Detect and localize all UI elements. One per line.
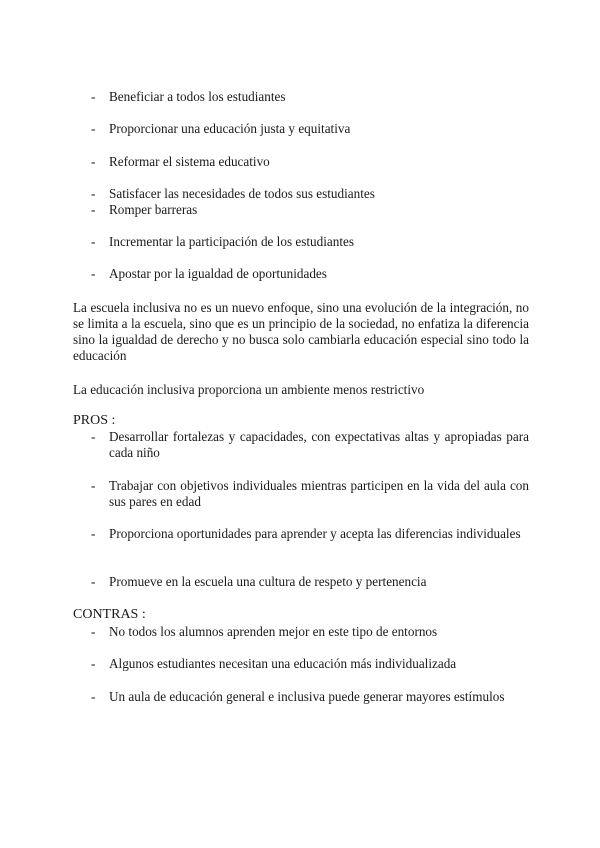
list-item — [91, 121, 529, 137]
body-paragraph: La educación inclusiva proporciona un ambiente menos restrictivo — [73, 382, 425, 397]
list-bullet: - — [91, 478, 96, 493]
list-bullet: - — [91, 656, 96, 671]
list-bullet: - — [91, 624, 96, 639]
body-paragraph: La escuela inclusiva no es un nuevo enfoque, sino una evolución de la integración, no se limita a la escuela, sino que es un principio de la sociedad, no enfatiza la diferencia sino la igualdad de derecho y no busca solo cambiarla educación especial sino todo la educación — [73, 300, 529, 363]
list-item-text: Romper barreras — [109, 202, 198, 217]
list-bullet: - — [91, 234, 96, 249]
list-bullet: - — [91, 202, 96, 217]
list-item — [91, 154, 529, 170]
contras-list-item — [91, 656, 529, 672]
contras-heading: CONTRAS : — [73, 607, 146, 622]
list-bullet: - — [91, 429, 96, 444]
list-item-text: Reformar el sistema educativo — [109, 154, 270, 169]
contras-list-item — [91, 624, 529, 640]
list-item-text: No todos los alumnos aprenden mejor en este tipo de entornos — [109, 624, 438, 639]
list-bullet: - — [91, 689, 96, 704]
list-item-text: Beneficiar a todos los estudiantes — [109, 89, 286, 104]
list-bullet: - — [91, 186, 96, 201]
list-bullet: - — [91, 574, 96, 589]
list-bullet: - — [91, 121, 96, 136]
list-item — [91, 186, 529, 202]
list-item-text: Satisfacer las necesidades de todos sus estudiantes — [109, 186, 375, 201]
list-item-text: Incrementar la participación de los estudiantes — [109, 234, 354, 249]
pros-list-item — [91, 429, 529, 461]
list-item-text: Trabajar con objetivos individuales mientras participen en la vida del aula con sus pares en edad — [109, 478, 529, 509]
list-item — [91, 202, 529, 218]
list-item — [91, 266, 529, 282]
list-item — [91, 89, 529, 105]
list-bullet: - — [91, 154, 96, 169]
list-item-text: Algunos estudiantes necesitan una educación más individualizada — [109, 656, 457, 671]
list-bullet: - — [91, 266, 96, 281]
pros-list-item — [91, 526, 529, 542]
pros-list-item — [91, 574, 529, 590]
contras-list-item — [91, 689, 529, 705]
list-bullet: - — [91, 526, 96, 541]
pros-list-item — [91, 478, 529, 510]
list-item-text: Apostar por la igualdad de oportunidades — [109, 266, 327, 281]
list-item-text: Un aula de educación general e inclusiva puede generar mayores estímulos — [109, 689, 505, 704]
list-item — [91, 234, 529, 250]
list-bullet: - — [91, 89, 96, 104]
list-item-text: Proporcionar una educación justa y equitativa — [109, 121, 351, 136]
pros-heading: PROS : — [73, 413, 116, 428]
list-item-text: Promueve en la escuela una cultura de respeto y pertenencia — [109, 574, 427, 589]
list-item-text: Proporciona oportunidades para aprender y acepta las diferencias individuales — [109, 526, 521, 541]
list-item-text: Desarrollar fortalezas y capacidades, con expectativas altas y apropiadas para cada niño — [109, 429, 529, 460]
